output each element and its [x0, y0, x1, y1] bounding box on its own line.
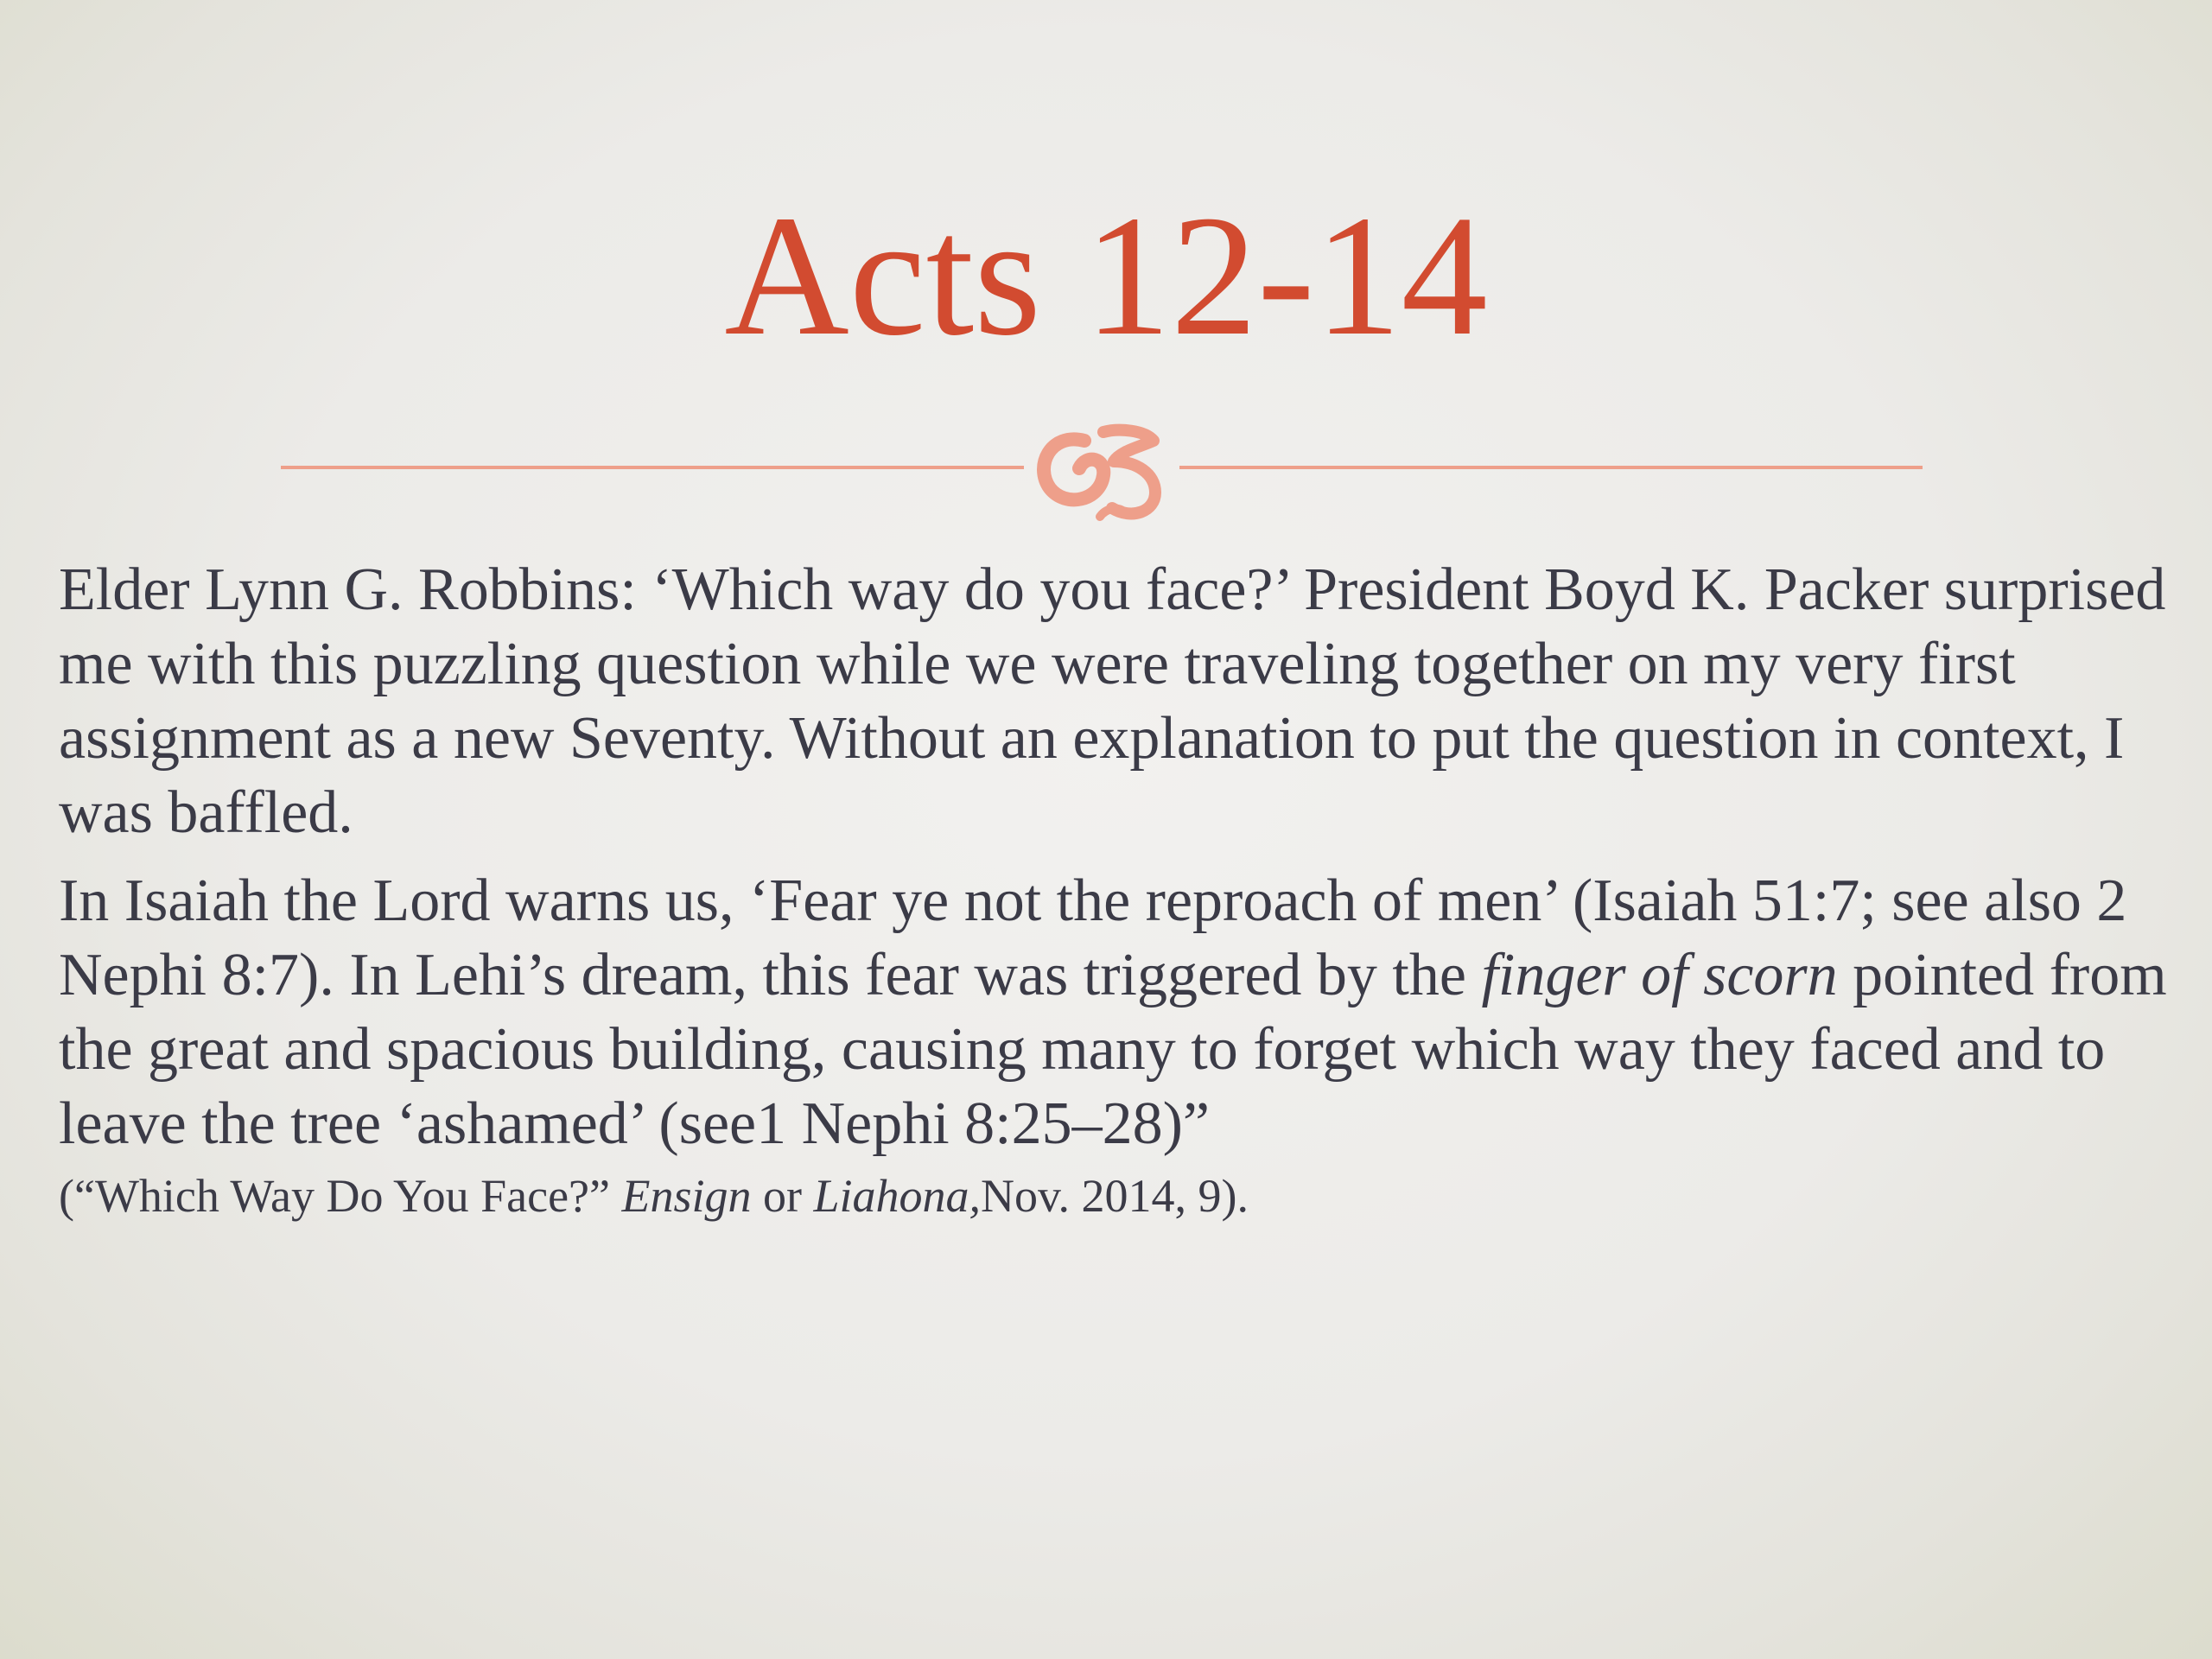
citation-ensign: Ensign: [621, 1170, 752, 1222]
title-divider: [281, 406, 1923, 527]
paragraph-2-text-1: In Isaiah the Lord warns us, ‘Fear ye not the reproach of men’ (Isaiah 51:7; see also 2 Nephi 8:7). In Lehi’s dream, this fear was triggered by the: [59, 868, 2127, 1008]
paragraph-2-italic: finger of scorn: [1481, 942, 1838, 1008]
slide-body: [59, 553, 2167, 1230]
citation-text-2: or: [751, 1170, 814, 1222]
quote-paragraph-2: [59, 864, 2167, 1230]
divider-line-right: [1179, 466, 1923, 469]
divider-line-left: [281, 466, 1024, 469]
slide-title: Acts 12-14: [724, 181, 1488, 372]
citation: [59, 1161, 2167, 1230]
paragraph-2-text-2: pointed from the great and spacious building, causing many to forget which way they faced and to leave the tree ‘ashamed’ (see1 Nephi 8:25–28)”: [59, 942, 2167, 1157]
citation-liahona: Liahona,: [813, 1170, 982, 1222]
citation-text-1: (“Which Way Do You Face?”: [59, 1170, 622, 1222]
citation-text-3: Nov. 2014, 9).: [981, 1170, 1249, 1222]
quote-paragraph-1: Elder Lynn G. Robbins: ‘Which way do you face?’ President Boyd K. Packer surprised me with this puzzling question while we were traveling together on my very first assignment as a new Seventy. Without an explanation to put the question in context, I was baffled.: [59, 556, 2166, 846]
flourish-ornament-icon: [1024, 406, 1179, 527]
